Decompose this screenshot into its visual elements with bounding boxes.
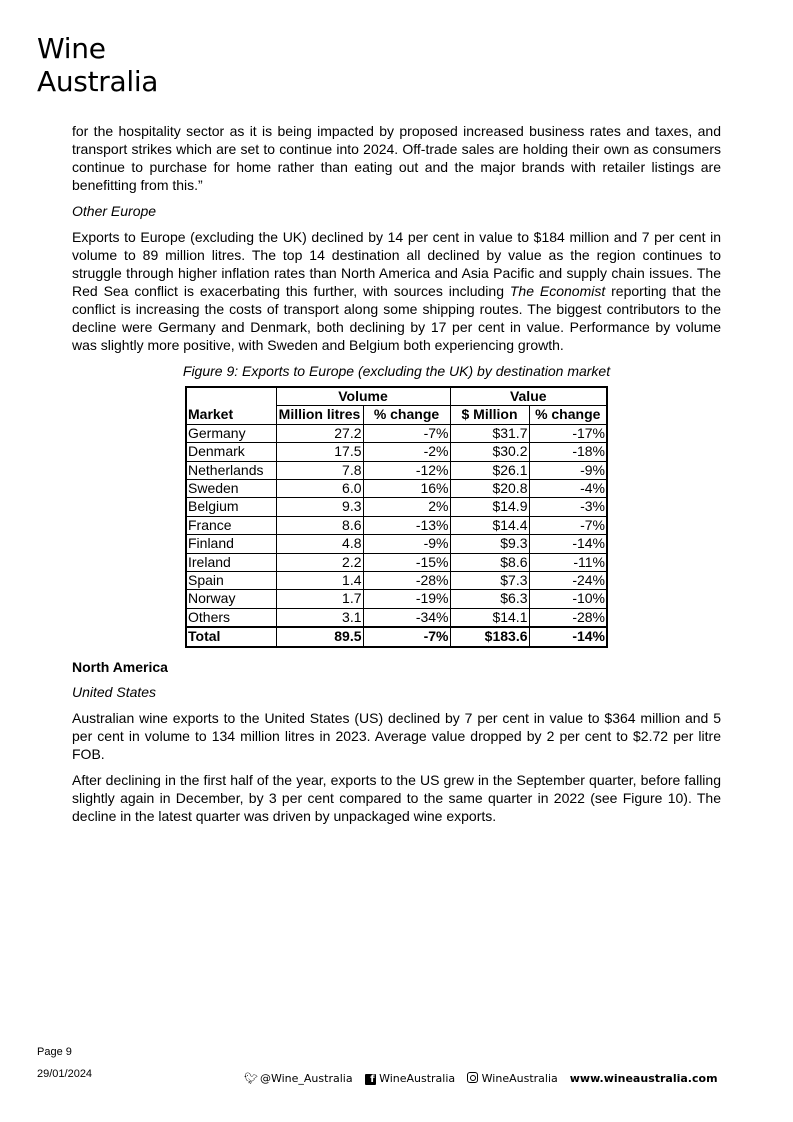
value-cell: -18% — [529, 443, 607, 461]
value-cell: $31.7 — [450, 424, 529, 442]
market-cell: Total — [186, 627, 276, 646]
table-row — [186, 590, 607, 608]
paragraph: Australian wine exports to the United States (US) declined by 7 per cent in value to $364 million and 5 per cent in volume to 134 million litres in 2023. Average value dropped by 2 per cent to $2.72 per litre FOB. — [72, 709, 721, 762]
value-cell: 89.5 — [276, 627, 363, 646]
value-cell: $14.9 — [450, 498, 529, 516]
group-header: Value — [450, 387, 607, 406]
value-cell: -11% — [529, 553, 607, 571]
market-cell: Germany — [186, 424, 276, 442]
value-cell: -7% — [363, 627, 450, 646]
value-cell: 1.7 — [276, 590, 363, 608]
value-cell: $6.3 — [450, 590, 529, 608]
total-row — [186, 627, 607, 646]
market-cell: Denmark — [186, 443, 276, 461]
value-cell: $20.8 — [450, 480, 529, 498]
date: 29/01/2024 — [37, 1068, 93, 1080]
column-header: % change — [529, 406, 607, 424]
table-row — [186, 461, 607, 479]
value-cell: -9% — [363, 535, 450, 553]
value-cell: $30.2 — [450, 443, 529, 461]
table-row — [186, 498, 607, 516]
value-cell: -28% — [529, 608, 607, 627]
market-cell: Netherlands — [186, 461, 276, 479]
twitter-link[interactable] — [244, 1072, 353, 1085]
value-cell: -12% — [363, 461, 450, 479]
value-cell: 7.8 — [276, 461, 363, 479]
market-cell: Spain — [186, 572, 276, 590]
table-row — [186, 443, 607, 461]
page-info — [37, 1041, 92, 1085]
value-cell: 27.2 — [276, 424, 363, 442]
exports-table — [185, 386, 608, 648]
value-cell: -2% — [363, 443, 450, 461]
wine-australia-logo — [37, 32, 158, 98]
paragraph: for the hospitality sector as it is being impacted by proposed increased business rates and taxes, and transport strikes which are set to continue into 2024. Off-trade sales are holding their own as consumers continue to purchase for home rather than eating out and the major brands with retailer listings are benefitting from this.” — [72, 123, 721, 193]
value-cell: 16% — [363, 480, 450, 498]
value-cell: 6.0 — [276, 480, 363, 498]
market-cell: Ireland — [186, 553, 276, 571]
value-cell: -24% — [529, 572, 607, 590]
value-cell: 9.3 — [276, 498, 363, 516]
value-cell: $183.6 — [450, 627, 529, 646]
page-number: Page 9 — [37, 1046, 72, 1058]
value-cell: -10% — [529, 590, 607, 608]
value-cell: 4.8 — [276, 535, 363, 553]
value-cell: 3.1 — [276, 608, 363, 627]
value-cell: -28% — [363, 572, 450, 590]
market-cell: Belgium — [186, 498, 276, 516]
paragraph: After declining in the first half of the year, exports to the US grew in the September quarter, before falling slightly again in December, by 3 per cent compared to the same quarter in 2022 (see Figure 10). The decline in the latest quarter was driven by unpackaged wine exports. — [72, 771, 721, 824]
section-subheading: United States — [72, 683, 157, 700]
figure-caption: Figure 9: Exports to Europe (excluding the UK) by destination market — [182, 363, 611, 379]
instagram-link[interactable] — [467, 1072, 558, 1085]
value-cell: -4% — [529, 480, 607, 498]
instagram-handle: WineAustralia — [481, 1072, 558, 1085]
facebook-handle: WineAustralia — [379, 1072, 456, 1085]
value-cell: -19% — [363, 590, 450, 608]
document-body — [72, 122, 721, 833]
column-header: Market — [186, 406, 276, 424]
value-cell: -3% — [529, 498, 607, 516]
table-row — [186, 480, 607, 498]
value-cell: $9.3 — [450, 535, 529, 553]
table-row — [186, 535, 607, 553]
instagram-icon — [467, 1072, 478, 1083]
value-cell: -7% — [363, 424, 450, 442]
value-cell: 2% — [363, 498, 450, 516]
value-cell: -9% — [529, 461, 607, 479]
facebook-link[interactable] — [365, 1072, 456, 1085]
table-row — [186, 608, 607, 627]
footer-links — [244, 1072, 718, 1085]
column-header: Million litres — [276, 406, 363, 424]
market-cell: Norway — [186, 590, 276, 608]
twitter-icon: 🐦︎ — [244, 1072, 258, 1085]
table-row — [186, 553, 607, 571]
value-cell: -15% — [363, 553, 450, 571]
value-cell: $7.3 — [450, 572, 529, 590]
twitter-handle: @Wine_Australia — [259, 1072, 353, 1085]
value-cell: $14.4 — [450, 516, 529, 534]
publication-name: The Economist — [509, 283, 606, 299]
value-cell: $8.6 — [450, 553, 529, 571]
value-cell: 2.2 — [276, 553, 363, 571]
table-row — [186, 516, 607, 534]
market-cell: Sweden — [186, 480, 276, 498]
website-link[interactable]: www.wineaustralia.com — [569, 1072, 718, 1085]
market-cell: France — [186, 516, 276, 534]
value-cell: 1.4 — [276, 572, 363, 590]
text: Exports to Europe (excluding the UK) declined by 14 per cent in value to $184 million and 7 per cent in volume to 89 million litres. The top 14 destination all declined by value as the region continues to struggle through higher inflation rates than North America and Asia Pacific and supply chain issues. The Red Sea conflict is exacerbating this further, with sources including — [72, 229, 721, 299]
column-header: % change — [363, 406, 450, 424]
group-header: Volume — [276, 387, 450, 406]
value-cell: $14.1 — [450, 608, 529, 627]
value-cell: -14% — [529, 627, 607, 646]
market-cell: Finland — [186, 535, 276, 553]
empty-header — [186, 387, 276, 406]
market-cell: Others — [186, 608, 276, 627]
value-cell: 17.5 — [276, 443, 363, 461]
text: reporting that the conflict is increasing the costs of transport along some shipping routes. The biggest contributors to the decline were Germany and Denmark, both declining by 17 per cent in value. Performance by volume was slightly more positive, with Sweden and Belgium both experiencing growth. — [72, 283, 721, 353]
value-cell: -7% — [529, 516, 607, 534]
table-row — [186, 572, 607, 590]
logo-line2: Australia — [37, 65, 159, 98]
column-header: $ Million — [450, 406, 529, 424]
table-row — [186, 424, 607, 442]
logo-line1: Wine — [37, 32, 106, 65]
value-cell: -17% — [529, 424, 607, 442]
value-cell: 8.6 — [276, 516, 363, 534]
paragraph — [72, 228, 721, 354]
value-cell: $26.1 — [450, 461, 529, 479]
value-cell: -34% — [363, 608, 450, 627]
section-heading: North America — [72, 658, 168, 675]
section-subheading: Other Europe — [72, 203, 157, 219]
value-cell: -14% — [529, 535, 607, 553]
facebook-icon: f — [365, 1074, 376, 1085]
value-cell: -13% — [363, 516, 450, 534]
